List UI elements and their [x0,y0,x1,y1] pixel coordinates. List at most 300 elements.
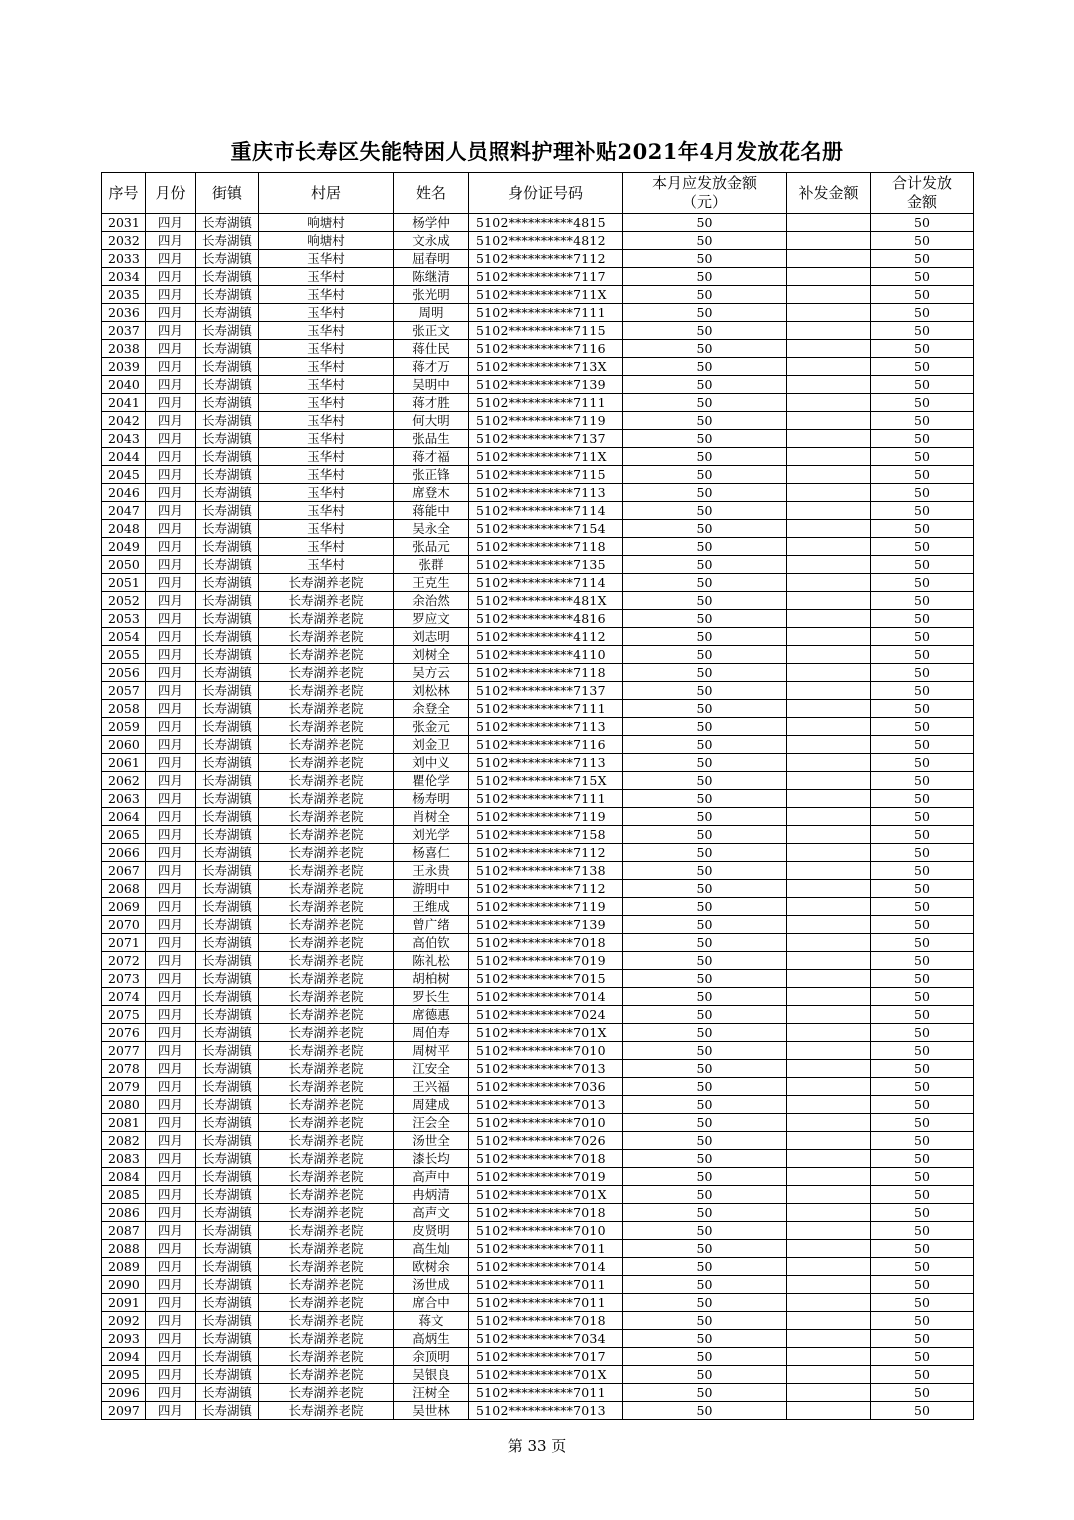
cell-street: 长寿湖镇 [196,214,259,232]
cell-due-amount: 50 [623,1312,787,1330]
cell-supplement-amount [787,1258,871,1276]
cell-village: 长寿湖养老院 [259,790,394,808]
cell-street: 长寿湖镇 [196,322,259,340]
cell-seq: 2046 [102,484,146,502]
cell-seq: 2059 [102,718,146,736]
cell-total-amount: 50 [871,880,974,898]
cell-month: 四月 [146,1024,196,1042]
cell-id-number: 5102**********7116 [469,736,623,754]
cell-village: 玉华村 [259,502,394,520]
cell-name: 吴方云 [394,664,469,682]
cell-due-amount: 50 [623,646,787,664]
cell-due-amount: 50 [623,1294,787,1312]
cell-due-amount: 50 [623,1240,787,1258]
cell-name: 曾广绪 [394,916,469,934]
cell-seq: 2093 [102,1330,146,1348]
header-due-line2: （元） [681,193,727,211]
cell-village: 长寿湖养老院 [259,628,394,646]
cell-month: 四月 [146,268,196,286]
cell-name: 高伯钦 [394,934,469,952]
cell-month: 四月 [146,1330,196,1348]
cell-due-amount: 50 [623,610,787,628]
cell-supplement-amount [787,664,871,682]
cell-due-amount: 50 [623,790,787,808]
cell-due-amount: 50 [623,772,787,790]
cell-seq: 2077 [102,1042,146,1060]
table-row [102,556,974,574]
cell-month: 四月 [146,826,196,844]
cell-month: 四月 [146,304,196,322]
cell-supplement-amount [787,268,871,286]
cell-supplement-amount [787,214,871,232]
cell-street: 长寿湖镇 [196,646,259,664]
cell-supplement-amount [787,1240,871,1258]
cell-due-amount: 50 [623,286,787,304]
cell-due-amount: 50 [623,1024,787,1042]
table-row [102,1330,974,1348]
cell-total-amount: 50 [871,556,974,574]
cell-id-number: 5102**********7013 [469,1402,623,1420]
cell-due-amount: 50 [623,916,787,934]
cell-supplement-amount [787,862,871,880]
cell-seq: 2071 [102,934,146,952]
cell-village: 长寿湖养老院 [259,1042,394,1060]
cell-street: 长寿湖镇 [196,1204,259,1222]
cell-supplement-amount [787,700,871,718]
cell-due-amount: 50 [623,1042,787,1060]
header-seq: 序号 [102,173,146,214]
cell-village: 玉华村 [259,394,394,412]
cell-name: 吴永全 [394,520,469,538]
cell-street: 长寿湖镇 [196,394,259,412]
cell-month: 四月 [146,358,196,376]
table-row [102,1078,974,1096]
cell-due-amount: 50 [623,1078,787,1096]
cell-id-number: 5102**********7034 [469,1330,623,1348]
cell-due-amount: 50 [623,214,787,232]
cell-month: 四月 [146,646,196,664]
roster-body [102,214,974,1420]
cell-total-amount: 50 [871,286,974,304]
cell-id-number: 5102**********7114 [469,574,623,592]
cell-id-number: 5102**********7010 [469,1042,623,1060]
cell-month: 四月 [146,1078,196,1096]
cell-name: 罗应文 [394,610,469,628]
cell-supplement-amount [787,772,871,790]
cell-due-amount: 50 [623,1186,787,1204]
cell-id-number: 5102**********7137 [469,430,623,448]
cell-id-number: 5102**********7018 [469,934,623,952]
cell-due-amount: 50 [623,1276,787,1294]
cell-id-number: 5102**********7026 [469,1132,623,1150]
cell-name: 吴银良 [394,1366,469,1384]
cell-total-amount: 50 [871,988,974,1006]
cell-month: 四月 [146,250,196,268]
cell-seq: 2080 [102,1096,146,1114]
cell-name: 席德惠 [394,1006,469,1024]
cell-due-amount: 50 [623,376,787,394]
cell-name: 刘中义 [394,754,469,772]
cell-due-amount: 50 [623,682,787,700]
cell-street: 长寿湖镇 [196,700,259,718]
cell-month: 四月 [146,1114,196,1132]
cell-id-number: 5102**********7111 [469,394,623,412]
table-row [102,1186,974,1204]
cell-id-number: 5102**********715X [469,772,623,790]
table-row [102,664,974,682]
cell-due-amount: 50 [623,1258,787,1276]
cell-seq: 2097 [102,1402,146,1420]
cell-total-amount: 50 [871,268,974,286]
cell-total-amount: 50 [871,1276,974,1294]
cell-id-number: 5102**********7010 [469,1222,623,1240]
cell-supplement-amount [787,1294,871,1312]
cell-month: 四月 [146,376,196,394]
cell-month: 四月 [146,844,196,862]
cell-street: 长寿湖镇 [196,808,259,826]
cell-total-amount: 50 [871,1312,974,1330]
table-row [102,934,974,952]
cell-id-number: 5102**********7018 [469,1150,623,1168]
cell-name: 蒋才福 [394,448,469,466]
cell-total-amount: 50 [871,1132,974,1150]
cell-total-amount: 50 [871,1402,974,1420]
cell-total-amount: 50 [871,916,974,934]
cell-village: 玉华村 [259,322,394,340]
cell-supplement-amount [787,1024,871,1042]
cell-name: 杨寿明 [394,790,469,808]
cell-name: 漆长均 [394,1150,469,1168]
cell-month: 四月 [146,916,196,934]
cell-village: 长寿湖养老院 [259,1312,394,1330]
cell-seq: 2089 [102,1258,146,1276]
cell-month: 四月 [146,1312,196,1330]
cell-seq: 2072 [102,952,146,970]
cell-name: 席合中 [394,1294,469,1312]
cell-supplement-amount [787,646,871,664]
cell-street: 长寿湖镇 [196,502,259,520]
cell-seq: 2043 [102,430,146,448]
cell-village: 长寿湖养老院 [259,934,394,952]
cell-seq: 2055 [102,646,146,664]
table-row [102,970,974,988]
cell-seq: 2078 [102,1060,146,1078]
cell-village: 长寿湖养老院 [259,1222,394,1240]
cell-due-amount: 50 [623,736,787,754]
cell-seq: 2085 [102,1186,146,1204]
cell-name: 王永贵 [394,862,469,880]
cell-street: 长寿湖镇 [196,1168,259,1186]
table-row [102,898,974,916]
cell-due-amount: 50 [623,844,787,862]
cell-total-amount: 50 [871,628,974,646]
table-row [102,1402,974,1420]
cell-supplement-amount [787,286,871,304]
cell-due-amount: 50 [623,1402,787,1420]
table-row [102,574,974,592]
cell-total-amount: 50 [871,1006,974,1024]
cell-village: 长寿湖养老院 [259,646,394,664]
cell-id-number: 5102**********7114 [469,502,623,520]
cell-id-number: 5102**********7011 [469,1384,623,1402]
cell-month: 四月 [146,1348,196,1366]
cell-month: 四月 [146,790,196,808]
cell-name: 余治然 [394,592,469,610]
cell-name: 刘树全 [394,646,469,664]
cell-street: 长寿湖镇 [196,826,259,844]
cell-street: 长寿湖镇 [196,556,259,574]
cell-supplement-amount [787,610,871,628]
cell-seq: 2061 [102,754,146,772]
cell-id-number: 5102**********7011 [469,1240,623,1258]
header-due [623,173,787,214]
cell-id-number: 5102**********7115 [469,322,623,340]
cell-month: 四月 [146,934,196,952]
cell-id-number: 5102**********7119 [469,808,623,826]
cell-id-number: 5102**********711X [469,448,623,466]
cell-supplement-amount [787,1006,871,1024]
cell-supplement-amount [787,1186,871,1204]
table-row [102,1060,974,1078]
cell-name: 王兴福 [394,1078,469,1096]
cell-due-amount: 50 [623,1132,787,1150]
cell-name: 蒋才万 [394,358,469,376]
cell-supplement-amount [787,448,871,466]
cell-village: 长寿湖养老院 [259,916,394,934]
cell-supplement-amount [787,808,871,826]
cell-seq: 2058 [102,700,146,718]
cell-month: 四月 [146,1402,196,1420]
cell-name: 皮贤明 [394,1222,469,1240]
cell-due-amount: 50 [623,1222,787,1240]
cell-village: 长寿湖养老院 [259,1276,394,1294]
cell-street: 长寿湖镇 [196,736,259,754]
cell-total-amount: 50 [871,844,974,862]
cell-street: 长寿湖镇 [196,268,259,286]
cell-street: 长寿湖镇 [196,1042,259,1060]
cell-street: 长寿湖镇 [196,304,259,322]
cell-seq: 2051 [102,574,146,592]
cell-street: 长寿湖镇 [196,1276,259,1294]
cell-village: 长寿湖养老院 [259,988,394,1006]
cell-total-amount: 50 [871,790,974,808]
cell-village: 玉华村 [259,520,394,538]
cell-village: 玉华村 [259,538,394,556]
cell-street: 长寿湖镇 [196,1024,259,1042]
cell-seq: 2076 [102,1024,146,1042]
cell-due-amount: 50 [623,1114,787,1132]
cell-street: 长寿湖镇 [196,1150,259,1168]
cell-seq: 2044 [102,448,146,466]
cell-village: 长寿湖养老院 [259,718,394,736]
cell-name: 胡柏树 [394,970,469,988]
cell-village: 玉华村 [259,268,394,286]
cell-month: 四月 [146,1384,196,1402]
cell-total-amount: 50 [871,1042,974,1060]
cell-village: 玉华村 [259,376,394,394]
cell-due-amount: 50 [623,808,787,826]
cell-month: 四月 [146,394,196,412]
cell-total-amount: 50 [871,952,974,970]
cell-supplement-amount [787,574,871,592]
cell-seq: 2067 [102,862,146,880]
cell-id-number: 5102**********7139 [469,376,623,394]
cell-due-amount: 50 [623,1330,787,1348]
cell-total-amount: 50 [871,592,974,610]
cell-supplement-amount [787,538,871,556]
table-row [102,394,974,412]
cell-supplement-amount [787,520,871,538]
cell-total-amount: 50 [871,1060,974,1078]
cell-month: 四月 [146,682,196,700]
table-row [102,1150,974,1168]
cell-name: 蒋能中 [394,502,469,520]
cell-name: 周建成 [394,1096,469,1114]
cell-month: 四月 [146,484,196,502]
cell-due-amount: 50 [623,826,787,844]
table-row [102,880,974,898]
cell-id-number: 5102**********701X [469,1024,623,1042]
cell-supplement-amount [787,1096,871,1114]
cell-total-amount: 50 [871,538,974,556]
cell-seq: 2037 [102,322,146,340]
cell-street: 长寿湖镇 [196,574,259,592]
cell-total-amount: 50 [871,718,974,736]
cell-total-amount: 50 [871,970,974,988]
header-total-line2: 金额 [906,193,937,211]
cell-street: 长寿湖镇 [196,1402,259,1420]
cell-village: 长寿湖养老院 [259,1204,394,1222]
cell-seq: 2040 [102,376,146,394]
cell-name: 张金元 [394,718,469,736]
cell-name: 高炳生 [394,1330,469,1348]
cell-village: 玉华村 [259,412,394,430]
table-row [102,826,974,844]
cell-street: 长寿湖镇 [196,1240,259,1258]
cell-seq: 2069 [102,898,146,916]
table-row [102,1096,974,1114]
table-row [102,304,974,322]
cell-due-amount: 50 [623,1096,787,1114]
cell-supplement-amount [787,1276,871,1294]
cell-due-amount: 50 [623,340,787,358]
table-row [102,1366,974,1384]
cell-due-amount: 50 [623,412,787,430]
cell-id-number: 5102**********7113 [469,484,623,502]
cell-month: 四月 [146,808,196,826]
cell-street: 长寿湖镇 [196,664,259,682]
cell-supplement-amount [787,898,871,916]
cell-total-amount: 50 [871,322,974,340]
cell-village: 长寿湖养老院 [259,1168,394,1186]
cell-supplement-amount [787,1060,871,1078]
cell-month: 四月 [146,340,196,358]
cell-id-number: 5102**********7018 [469,1204,623,1222]
cell-street: 长寿湖镇 [196,520,259,538]
cell-id-number: 5102**********7018 [469,1312,623,1330]
cell-month: 四月 [146,880,196,898]
cell-village: 玉华村 [259,250,394,268]
cell-seq: 2031 [102,214,146,232]
cell-total-amount: 50 [871,772,974,790]
cell-id-number: 5102**********7119 [469,412,623,430]
table-row [102,286,974,304]
cell-id-number: 5102**********4110 [469,646,623,664]
table-row [102,466,974,484]
cell-village: 玉华村 [259,448,394,466]
cell-street: 长寿湖镇 [196,1132,259,1150]
cell-name: 张正文 [394,322,469,340]
cell-month: 四月 [146,988,196,1006]
cell-street: 长寿湖镇 [196,466,259,484]
cell-supplement-amount [787,394,871,412]
cell-village: 长寿湖养老院 [259,1240,394,1258]
cell-seq: 2092 [102,1312,146,1330]
cell-village: 长寿湖养老院 [259,1150,394,1168]
header-total [871,173,974,214]
cell-seq: 2041 [102,394,146,412]
table-row [102,250,974,268]
cell-supplement-amount [787,412,871,430]
cell-month: 四月 [146,466,196,484]
cell-month: 四月 [146,556,196,574]
cell-seq: 2088 [102,1240,146,1258]
cell-village: 长寿湖养老院 [259,952,394,970]
table-row [102,790,974,808]
cell-street: 长寿湖镇 [196,592,259,610]
cell-month: 四月 [146,736,196,754]
cell-seq: 2087 [102,1222,146,1240]
cell-street: 长寿湖镇 [196,1366,259,1384]
cell-id-number: 5102**********7014 [469,1258,623,1276]
cell-village: 长寿湖养老院 [259,1114,394,1132]
cell-name: 汪会全 [394,1114,469,1132]
cell-seq: 2075 [102,1006,146,1024]
cell-street: 长寿湖镇 [196,934,259,952]
cell-due-amount: 50 [623,628,787,646]
header-month: 月份 [146,173,196,214]
cell-name: 王维成 [394,898,469,916]
cell-name: 屈春明 [394,250,469,268]
cell-total-amount: 50 [871,826,974,844]
cell-street: 长寿湖镇 [196,898,259,916]
cell-supplement-amount [787,358,871,376]
cell-total-amount: 50 [871,1294,974,1312]
cell-due-amount: 50 [623,754,787,772]
cell-name: 张品生 [394,430,469,448]
cell-village: 长寿湖养老院 [259,844,394,862]
table-row [102,1312,974,1330]
cell-id-number: 5102**********7158 [469,826,623,844]
cell-village: 长寿湖养老院 [259,592,394,610]
cell-street: 长寿湖镇 [196,970,259,988]
table-row [102,736,974,754]
table-row [102,1204,974,1222]
cell-month: 四月 [146,430,196,448]
cell-seq: 2066 [102,844,146,862]
cell-street: 长寿湖镇 [196,1348,259,1366]
cell-month: 四月 [146,214,196,232]
cell-total-amount: 50 [871,340,974,358]
cell-total-amount: 50 [871,1366,974,1384]
cell-seq: 2060 [102,736,146,754]
cell-seq: 2063 [102,790,146,808]
header-street: 街镇 [196,173,259,214]
cell-village: 长寿湖养老院 [259,682,394,700]
cell-id-number: 5102**********7111 [469,304,623,322]
cell-supplement-amount [787,1402,871,1420]
cell-total-amount: 50 [871,448,974,466]
